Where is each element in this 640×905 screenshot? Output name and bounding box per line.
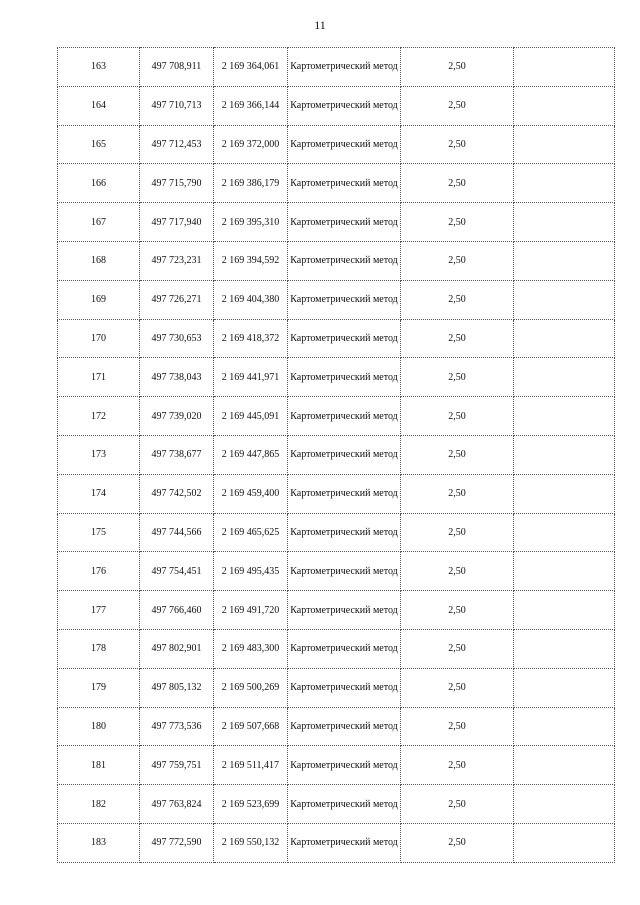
method-cell: Картометрический метод: [288, 164, 401, 203]
coordinate-x-cell: 497 715,790: [140, 164, 214, 203]
point-number-cell: 182: [58, 785, 140, 824]
method-cell: Картометрический метод: [288, 280, 401, 319]
table-row: [58, 591, 615, 630]
accuracy-cell: 2,50: [401, 746, 514, 785]
page-number: 11: [314, 18, 326, 32]
coordinate-x-cell: 497 738,677: [140, 435, 214, 474]
coordinate-y-cell: 2 169 394,592: [214, 241, 288, 280]
table-row: [58, 513, 615, 552]
method-cell: Картометрический метод: [288, 397, 401, 436]
table-row: [58, 668, 615, 707]
coordinate-x-cell: 497 754,451: [140, 552, 214, 591]
accuracy-cell: 2,50: [401, 552, 514, 591]
coordinate-x-cell: 497 759,751: [140, 746, 214, 785]
point-number-cell: 171: [58, 358, 140, 397]
coordinate-y-cell: 2 169 395,310: [214, 203, 288, 242]
coordinate-x-cell: 497 802,901: [140, 629, 214, 668]
coordinate-y-cell: 2 169 459,400: [214, 474, 288, 513]
accuracy-cell: 2,50: [401, 397, 514, 436]
coordinate-x-cell: 497 708,911: [140, 48, 214, 87]
point-number-cell: 165: [58, 125, 140, 164]
point-number-cell: 167: [58, 203, 140, 242]
coordinate-y-cell: 2 169 550,132: [214, 823, 288, 862]
table-row: [58, 241, 615, 280]
coordinate-x-cell: 497 712,453: [140, 125, 214, 164]
coordinate-x-cell: 497 772,590: [140, 823, 214, 862]
accuracy-cell: 2,50: [401, 629, 514, 668]
coordinate-y-cell: 2 169 523,699: [214, 785, 288, 824]
point-number-cell: 164: [58, 86, 140, 125]
table-body: [58, 48, 615, 863]
point-number-cell: 170: [58, 319, 140, 358]
coordinate-y-cell: 2 169 491,720: [214, 591, 288, 630]
accuracy-cell: 2,50: [401, 48, 514, 87]
point-number-cell: 166: [58, 164, 140, 203]
method-cell: Картометрический метод: [288, 358, 401, 397]
table-row: [58, 280, 615, 319]
note-cell: [514, 591, 615, 630]
coordinate-y-cell: 2 169 511,417: [214, 746, 288, 785]
table-row: [58, 474, 615, 513]
note-cell: [514, 707, 615, 746]
accuracy-cell: 2,50: [401, 435, 514, 474]
note-cell: [514, 823, 615, 862]
accuracy-cell: 2,50: [401, 280, 514, 319]
accuracy-cell: 2,50: [401, 86, 514, 125]
table-row: [58, 125, 615, 164]
method-cell: Картометрический метод: [288, 203, 401, 242]
coordinate-y-cell: 2 169 483,300: [214, 629, 288, 668]
point-number-cell: 174: [58, 474, 140, 513]
coordinate-x-cell: 497 723,231: [140, 241, 214, 280]
note-cell: [514, 629, 615, 668]
coordinate-y-cell: 2 169 500,269: [214, 668, 288, 707]
table-row: [58, 397, 615, 436]
table-row: [58, 629, 615, 668]
method-cell: Картометрический метод: [288, 241, 401, 280]
coordinate-y-cell: 2 169 507,668: [214, 707, 288, 746]
accuracy-cell: 2,50: [401, 823, 514, 862]
coordinate-x-cell: 497 766,460: [140, 591, 214, 630]
coordinate-y-cell: 2 169 364,061: [214, 48, 288, 87]
coordinate-y-cell: 2 169 418,372: [214, 319, 288, 358]
accuracy-cell: 2,50: [401, 125, 514, 164]
note-cell: [514, 358, 615, 397]
coordinate-x-cell: 497 763,824: [140, 785, 214, 824]
note-cell: [514, 668, 615, 707]
table-row: [58, 552, 615, 591]
method-cell: Картометрический метод: [288, 668, 401, 707]
note-cell: [514, 397, 615, 436]
table-row: [58, 86, 615, 125]
table-row: [58, 785, 615, 824]
point-number-cell: 168: [58, 241, 140, 280]
table-row: [58, 164, 615, 203]
method-cell: Картометрический метод: [288, 86, 401, 125]
point-number-cell: 180: [58, 707, 140, 746]
accuracy-cell: 2,50: [401, 474, 514, 513]
coordinate-y-cell: 2 169 465,625: [214, 513, 288, 552]
note-cell: [514, 513, 615, 552]
note-cell: [514, 86, 615, 125]
point-number-cell: 169: [58, 280, 140, 319]
method-cell: Картометрический метод: [288, 125, 401, 164]
coordinate-y-cell: 2 169 495,435: [214, 552, 288, 591]
note-cell: [514, 785, 615, 824]
method-cell: Картометрический метод: [288, 48, 401, 87]
coordinate-x-cell: 497 717,940: [140, 203, 214, 242]
point-number-cell: 177: [58, 591, 140, 630]
method-cell: Картометрический метод: [288, 552, 401, 591]
coordinate-x-cell: 497 742,502: [140, 474, 214, 513]
accuracy-cell: 2,50: [401, 707, 514, 746]
coordinates-table: [57, 47, 615, 863]
note-cell: [514, 746, 615, 785]
coordinate-x-cell: 497 710,713: [140, 86, 214, 125]
coordinate-y-cell: 2 169 447,865: [214, 435, 288, 474]
coordinate-y-cell: 2 169 445,091: [214, 397, 288, 436]
accuracy-cell: 2,50: [401, 319, 514, 358]
coordinate-x-cell: 497 726,271: [140, 280, 214, 319]
point-number-cell: 178: [58, 629, 140, 668]
note-cell: [514, 474, 615, 513]
accuracy-cell: 2,50: [401, 513, 514, 552]
coordinate-x-cell: 497 773,536: [140, 707, 214, 746]
method-cell: Картометрический метод: [288, 629, 401, 668]
method-cell: Картометрический метод: [288, 785, 401, 824]
accuracy-cell: 2,50: [401, 668, 514, 707]
point-number-cell: 163: [58, 48, 140, 87]
method-cell: Картометрический метод: [288, 823, 401, 862]
accuracy-cell: 2,50: [401, 203, 514, 242]
method-cell: Картометрический метод: [288, 746, 401, 785]
note-cell: [514, 552, 615, 591]
coordinate-y-cell: 2 169 372,000: [214, 125, 288, 164]
point-number-cell: 173: [58, 435, 140, 474]
note-cell: [514, 241, 615, 280]
coordinate-y-cell: 2 169 404,380: [214, 280, 288, 319]
coordinate-y-cell: 2 169 441,971: [214, 358, 288, 397]
table-row: [58, 358, 615, 397]
coordinate-y-cell: 2 169 386,179: [214, 164, 288, 203]
point-number-cell: 172: [58, 397, 140, 436]
note-cell: [514, 125, 615, 164]
method-cell: Картометрический метод: [288, 513, 401, 552]
accuracy-cell: 2,50: [401, 591, 514, 630]
accuracy-cell: 2,50: [401, 241, 514, 280]
table-row: [58, 823, 615, 862]
table-row: [58, 48, 615, 87]
point-number-cell: 175: [58, 513, 140, 552]
coordinate-x-cell: 497 739,020: [140, 397, 214, 436]
coordinate-x-cell: 497 744,566: [140, 513, 214, 552]
point-number-cell: 183: [58, 823, 140, 862]
accuracy-cell: 2,50: [401, 785, 514, 824]
table-row: [58, 435, 615, 474]
coordinate-y-cell: 2 169 366,144: [214, 86, 288, 125]
note-cell: [514, 280, 615, 319]
note-cell: [514, 319, 615, 358]
coordinate-x-cell: 497 730,653: [140, 319, 214, 358]
table-row: [58, 319, 615, 358]
method-cell: Картометрический метод: [288, 319, 401, 358]
note-cell: [514, 203, 615, 242]
method-cell: Картометрический метод: [288, 591, 401, 630]
table-row: [58, 746, 615, 785]
method-cell: Картометрический метод: [288, 435, 401, 474]
table-row: [58, 203, 615, 242]
table-row: [58, 707, 615, 746]
accuracy-cell: 2,50: [401, 164, 514, 203]
point-number-cell: 181: [58, 746, 140, 785]
coordinate-x-cell: 497 805,132: [140, 668, 214, 707]
method-cell: Картометрический метод: [288, 707, 401, 746]
accuracy-cell: 2,50: [401, 358, 514, 397]
note-cell: [514, 164, 615, 203]
note-cell: [514, 435, 615, 474]
point-number-cell: 179: [58, 668, 140, 707]
point-number-cell: 176: [58, 552, 140, 591]
note-cell: [514, 48, 615, 87]
coordinate-x-cell: 497 738,043: [140, 358, 214, 397]
method-cell: Картометрический метод: [288, 474, 401, 513]
